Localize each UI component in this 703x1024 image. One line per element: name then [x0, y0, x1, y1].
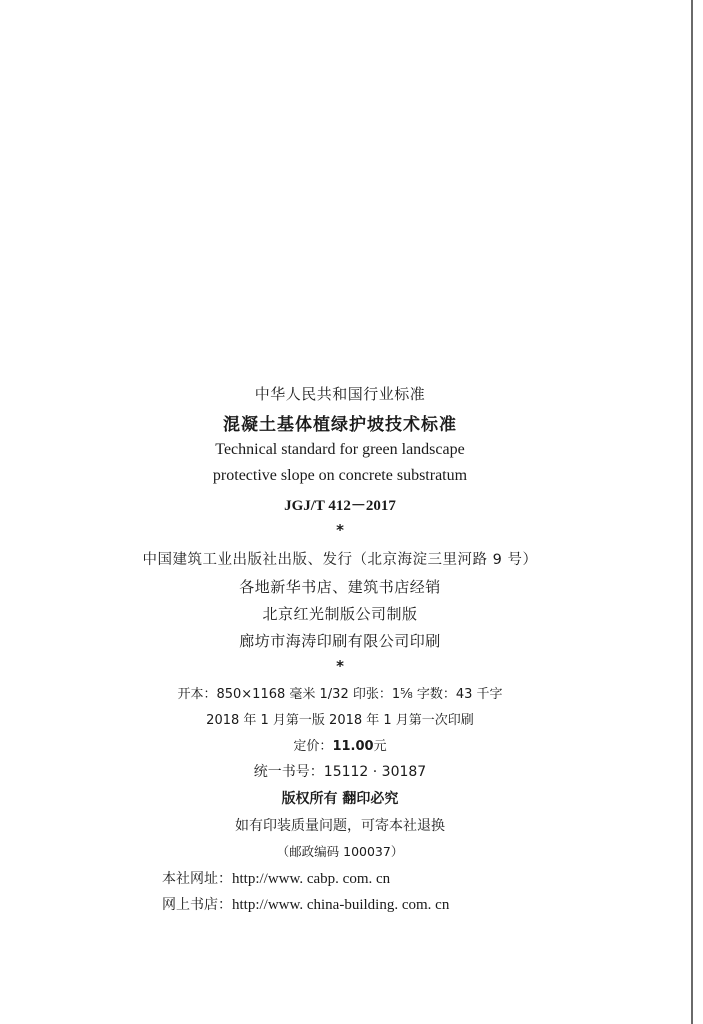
website-label: 本社网址：: [162, 871, 232, 887]
copyright-notice: 版权所有 翻印必究: [281, 791, 399, 807]
printer-line: 廊坊市海涛印刷有限公司印刷: [239, 632, 441, 650]
price-value: 11.00: [332, 739, 374, 754]
separator-star: *: [336, 521, 344, 539]
return-notice: 如有印装质量问题，可寄本社退换: [235, 818, 445, 834]
format-line: 开本：850×1168 毫米 1/32 印张：1⅝ 字数：43 千字: [177, 687, 503, 702]
standard-series: 中华人民共和国行业标准: [254, 385, 426, 403]
edition-line: 2018 年 1 月第一版 2018 年 1 月第一次印刷: [206, 713, 474, 728]
title-chinese: 混凝土基体植绿护坡技术标准: [223, 415, 457, 435]
postal-code: （邮政编码 100037）: [276, 844, 404, 859]
price-unit: 元: [373, 739, 387, 754]
price-label: 定价：: [293, 739, 333, 754]
standard-code: JGJ/T 412－2017: [284, 498, 396, 514]
online-store-label: 网上书店：: [162, 897, 232, 913]
publisher-line: 中国建筑工业出版社出版、发行（北京海淀三里河路 9 号）: [142, 552, 538, 568]
distributor-line: 各地新华书店、建筑书店经销: [239, 578, 441, 596]
price-line: [0, 735, 680, 754]
plate-maker-line: 北京红光制版公司制版: [262, 605, 418, 623]
website-url[interactable]: http://www. cabp. com. cn: [232, 871, 391, 887]
title-english-line-2: protective slope on concrete substratum: [212, 467, 468, 484]
book-number: 统一书号：15112 · 30187: [253, 764, 427, 780]
title-english-line-1: Technical standard for green landscape: [215, 441, 465, 458]
page-edge-rule: [691, 0, 693, 1024]
publisher-website-line: [162, 868, 390, 888]
online-store-url[interactable]: http://www. china-building. com. cn: [232, 897, 450, 913]
separator-star: *: [336, 657, 344, 675]
online-store-line: [162, 894, 449, 914]
